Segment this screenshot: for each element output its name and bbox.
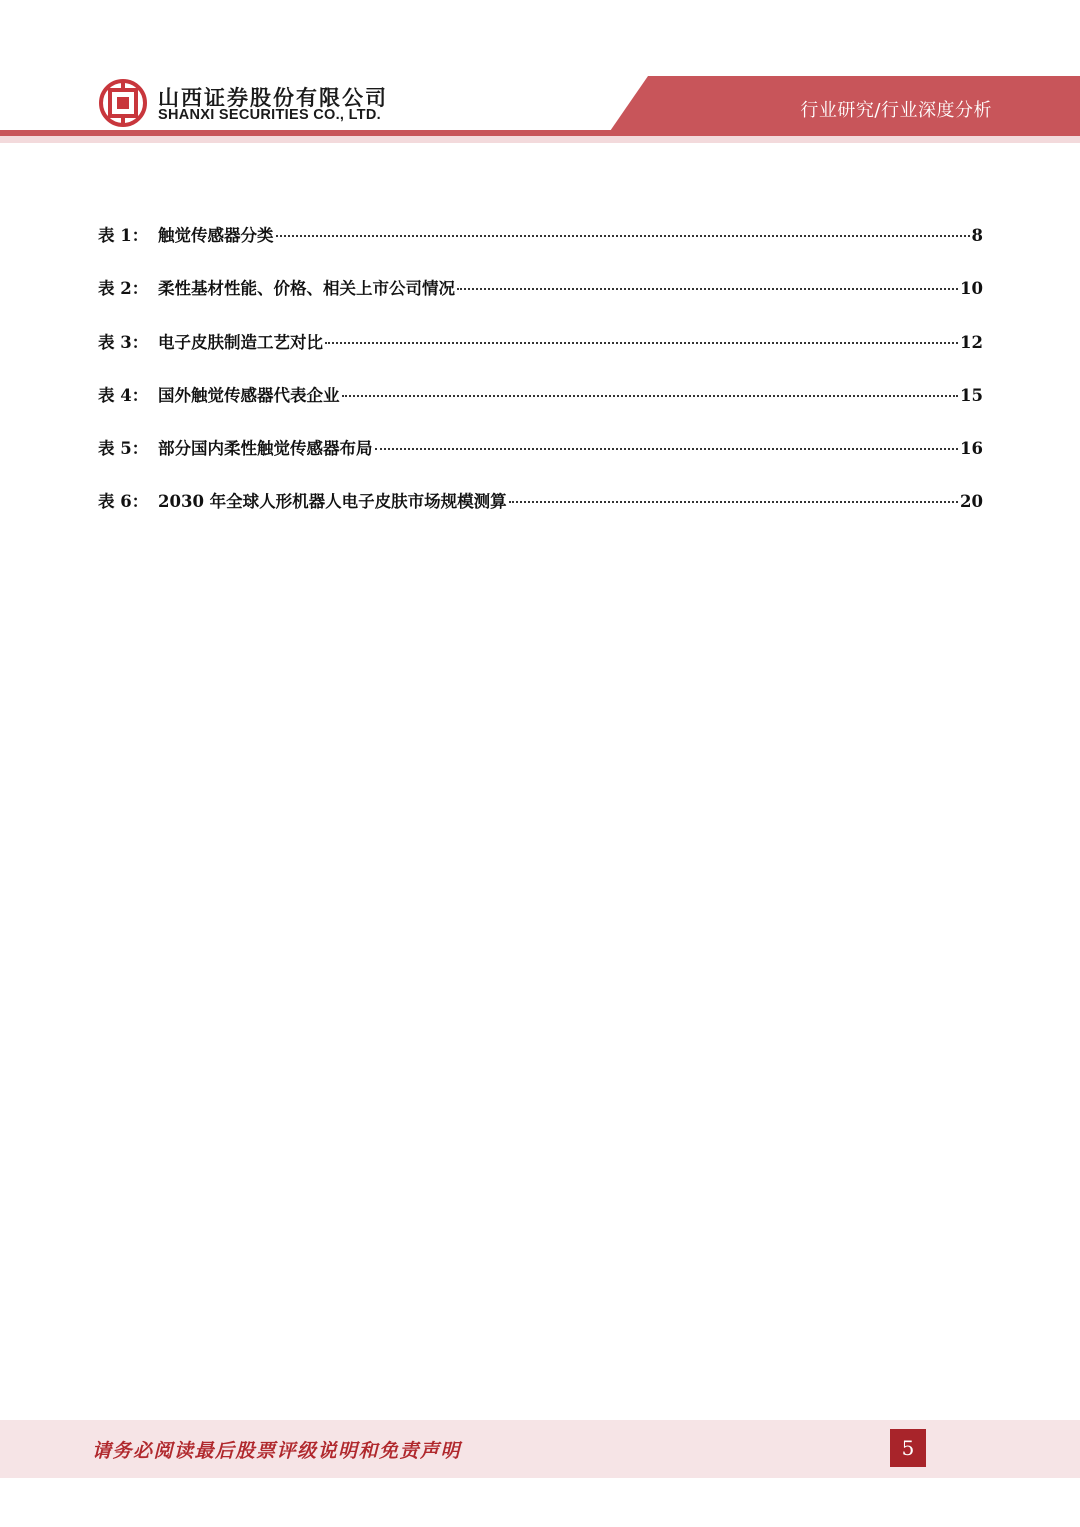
page-number: 5 [890,1429,926,1467]
toc-item[interactable] [98,488,983,541]
page-header [0,0,1080,150]
toc-item-title: 电子皮肤制造工艺对比 [158,332,323,352]
toc-dot-leader [325,342,958,344]
toc-item-title: 柔性基材性能、价格、相关上市公司情况 [158,279,455,299]
toc-item-page: 8 [971,226,983,245]
toc-item-page: 12 [960,332,983,352]
report-category: 行业研究/行业深度分析 [800,100,992,121]
toc-item-title: 国外触觉传感器代表企业 [158,385,340,405]
toc-item-label: 表 5： [98,439,149,459]
toc-item-label: 表 2： [98,279,149,299]
toc-item[interactable] [98,275,983,328]
header-band [0,0,1080,150]
toc-item-page: 10 [960,279,983,299]
toc-dot-leader [375,448,959,450]
toc-item[interactable] [98,329,983,382]
company-name-en: SHANXI SECURITIES CO., LTD. [158,107,381,123]
toc-item[interactable] [98,435,983,488]
toc-item-label: 表 1： [98,226,149,245]
toc-dot-leader [457,288,958,290]
company-name-cn: 山西证券股份有限公司 [158,86,388,110]
toc-item-title: 部分国内柔性触觉传感器布局 [158,439,373,459]
toc-item-label: 表 6： [98,492,149,512]
toc-item[interactable] [98,382,983,435]
toc-item-page: 16 [960,439,983,459]
toc-item-page: 20 [960,492,983,512]
disclaimer-link[interactable]: 请务必阅读最后股票评级说明和免责声明 [92,1440,462,1462]
toc-item-label: 表 3： [98,332,149,352]
toc-dot-leader [509,501,958,503]
shanxi-securities-logo-icon [99,79,147,127]
toc-item[interactable] [98,222,983,275]
toc-item-label: 表 4： [98,385,149,405]
page-footer [0,1420,1080,1478]
toc-item-page: 15 [960,385,983,405]
toc-item-title: 触觉传感器分类 [158,226,274,245]
table-of-tables [98,222,983,542]
toc-item-title: 2030 年全球人形机器人电子皮肤市场规模测算 [158,492,507,512]
toc-dot-leader [276,235,970,237]
toc-dot-leader [342,395,959,397]
